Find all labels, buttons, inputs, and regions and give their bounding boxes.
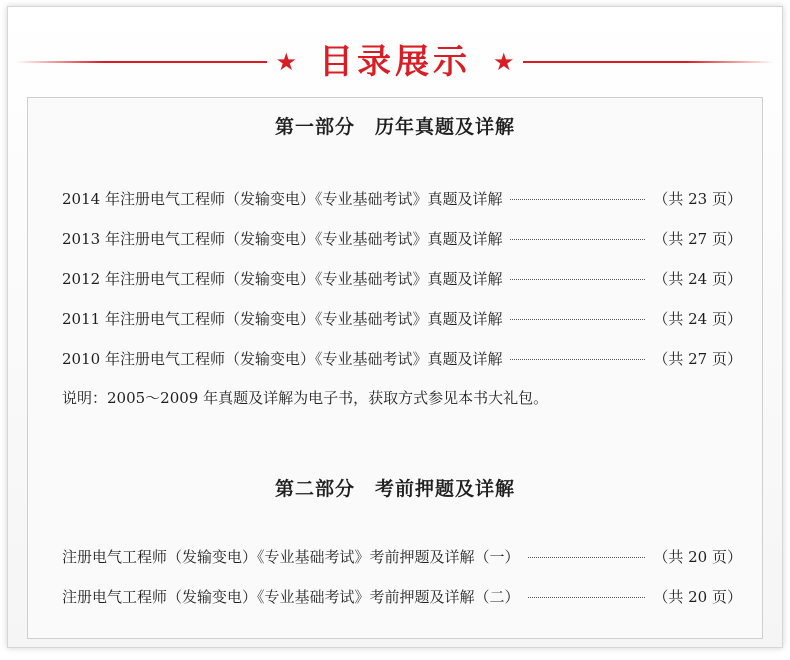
catalog-frame	[7, 6, 783, 648]
toc-entry-title: 注册电气工程师（发输变电）《专业基础考试》考前押题及详解（一）	[62, 548, 520, 566]
toc-entry[interactable]	[62, 546, 742, 586]
toc-entry-pages: （共 24 页）	[653, 270, 742, 288]
banner-left-rule	[16, 61, 267, 63]
toc-entry-pages: （共 27 页）	[653, 230, 742, 248]
toc-entry-title: 2012 年注册电气工程师（发输变电）《专业基础考试》真题及详解	[62, 270, 503, 288]
banner-title: 目录展示	[319, 42, 471, 82]
toc-entry[interactable]	[62, 268, 742, 308]
toc-entry[interactable]	[62, 348, 742, 388]
part1-list	[62, 188, 742, 388]
catalog-banner	[8, 37, 782, 87]
toc-entry[interactable]	[62, 586, 742, 626]
part1-heading: 第一部分 历年真题及详解	[274, 116, 515, 138]
toc-entry[interactable]	[62, 308, 742, 348]
leader-dots	[510, 279, 645, 280]
leader-dots	[510, 239, 645, 240]
star-icon: ★	[275, 48, 297, 76]
toc-entry-title: 2011 年注册电气工程师（发输变电）《专业基础考试》真题及详解	[62, 310, 503, 328]
toc-entry-pages: （共 20 页）	[653, 588, 742, 606]
toc-entry-title: 2010 年注册电气工程师（发输变电）《专业基础考试》真题及详解	[62, 350, 503, 368]
leader-dots	[510, 199, 645, 200]
toc-entry-pages: （共 24 页）	[653, 310, 742, 328]
toc-entry[interactable]	[62, 228, 742, 268]
toc-note: 说明：2005～2009 年真题及详解为电子书，获取方式参见本书大礼包。	[62, 389, 549, 407]
toc-entry-title: 2014 年注册电气工程师（发输变电）《专业基础考试》真题及详解	[62, 190, 503, 208]
toc-entry[interactable]	[62, 188, 742, 228]
toc-entry-pages: （共 23 页）	[653, 190, 742, 208]
part2-list	[62, 546, 742, 626]
toc-entry-title: 2013 年注册电气工程师（发输变电）《专业基础考试》真题及详解	[62, 230, 503, 248]
toc-entry-pages: （共 20 页）	[653, 548, 742, 566]
toc-entry-pages: （共 27 页）	[653, 350, 742, 368]
leader-dots	[510, 319, 645, 320]
toc-entry-title: 注册电气工程师（发输变电）《专业基础考试》考前押题及详解（二）	[62, 588, 520, 606]
leader-dots	[510, 359, 645, 360]
part2-heading: 第二部分 考前押题及详解	[274, 478, 515, 500]
banner-right-rule	[523, 61, 774, 63]
leader-dots	[528, 557, 646, 558]
leader-dots	[528, 597, 646, 598]
star-icon: ★	[493, 48, 515, 76]
toc-panel	[27, 97, 763, 639]
